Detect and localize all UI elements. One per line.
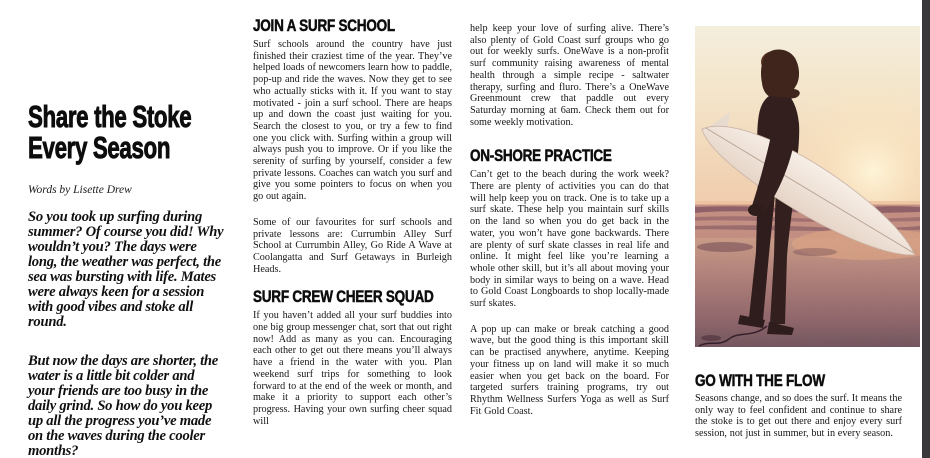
- section-heading-join-surf-school: JOIN A SURF SCHOOL: [253, 17, 395, 35]
- section-heading-go-with-flow: GO WITH THE FLOW: [695, 372, 825, 390]
- byline: Words by Lisette Drew: [28, 183, 132, 196]
- intro-column: [28, 80, 224, 458]
- seaweed-clump: [701, 335, 721, 341]
- onshore-paragraph-2: A pop up can make or break catching a good wave, but the good thing is this important skill can be practised anywhere, anytime. Keeping your fitness up on land will make it so much easier when you get back on the board. For targeted surfers training programs, try out Rhythm Wellness Surfers Yoga as well as Surf Fit Gold Coast.: [470, 323, 669, 417]
- section-heading-on-shore: ON-SHORE PRACTICE: [470, 147, 612, 166]
- surfer-photo-illustration: [695, 26, 920, 347]
- column-photo: [695, 26, 920, 440]
- article-title: [28, 98, 224, 165]
- column-join-surf-school: [253, 18, 452, 427]
- flow-paragraph-1: Seasons change, and so does the surf. It means the only way to feel confident and continue to share the stoke is to get out there and enjoy every surf session, not just in summer, but in every season.: [695, 393, 902, 440]
- join-paragraph-2: Some of our favourites for surf schools and private lessons are: Currumbin Alley Surf School at Currumbin Alley, Go Ride A Wave at Coolangatta and Surf Getaways in Burleigh Heads.: [253, 216, 452, 275]
- surfer-head: [761, 49, 800, 100]
- intro-paragraph-2: But now the days are shorter, the water is a little bit colder and your friends are too busy in the daily grind. So how do you keep up all the progress you’ve made on the waves during the cooler months?: [28, 352, 219, 458]
- surfer-sunset-photo: [695, 26, 920, 347]
- intro-text: [28, 210, 224, 458]
- article-title-line1: Share the Stoke: [28, 98, 192, 134]
- crew-paragraph-1-continued: help keep your love of surfing alive. There’s also plenty of Gold Coast surf groups who go out for weekly surfs. OneWave is a non-profit surf community raising awareness of mental health through a simple recipe - saltwater therapy, surfing and fluro. There’s a OneWave Greenmount crew that paddle out every Saturday morning at 6am. Check them out for some weekly motivation.: [470, 23, 669, 128]
- onshore-paragraph-1: Can’t get to the beach during the work week? There are plenty of activities you can do that will help keep you on track. One is to take up a surf skate. These help you maintain surf skills on the land so when you do get back in the water, you won’t have gone backwards. There are plenty of surf skate classes in real life and online. It might feel like you’re learning a whole other skill, but it’s all about moving your body in similar ways to being on a wave. Head to Gold Coast Longboards to shop locally-made surf skates.: [470, 169, 669, 310]
- intro-paragraph-1: So you took up surfing during summer? Of course you did! Why wouldn’t you? The days were long, the weather was perfect, the sea was bursting with life. Mates were always keen for a session with good vibes and stoke all round.: [28, 208, 224, 330]
- article-title-line2: Every Season: [28, 129, 171, 165]
- surfer-hand: [748, 204, 764, 216]
- page-edge-strip: [922, 0, 930, 458]
- join-paragraph-1: Surf schools around the country have just finished their craziest time of the year. They’ve helped loads of newcomers learn how to paddle, pop-up and ride the waves. Now they get to see who actually sticks with it. If you want to stay motivated - join a surf school. There are heaps up and down the coast just waiting for you. Search the closest to you, or try a few to find one you click with. Surfing within a group will always push you to improve. Or if you like the serenity of surfing by yourself, consider a few private lessons. Coaches can watch you surf and give you some pointers to focus on when you go out again.: [253, 39, 452, 203]
- crew-paragraph-1: If you haven’t added all your surf buddies into one big group messenger chat, sort that out right now! Add as many as you can. Encouraging each other to get out there means you’ll always have a friend in the water with you. Plan weekend surf trips for something to look forward to at the end of the week or month, and make it a priority to support each other’s progress. Having your own surfing cheer squad will: [253, 310, 452, 427]
- section-heading-surf-crew: SURF CREW CHEER SQUAD: [253, 288, 434, 307]
- column-on-shore: [470, 18, 669, 417]
- flow-section: [695, 373, 902, 440]
